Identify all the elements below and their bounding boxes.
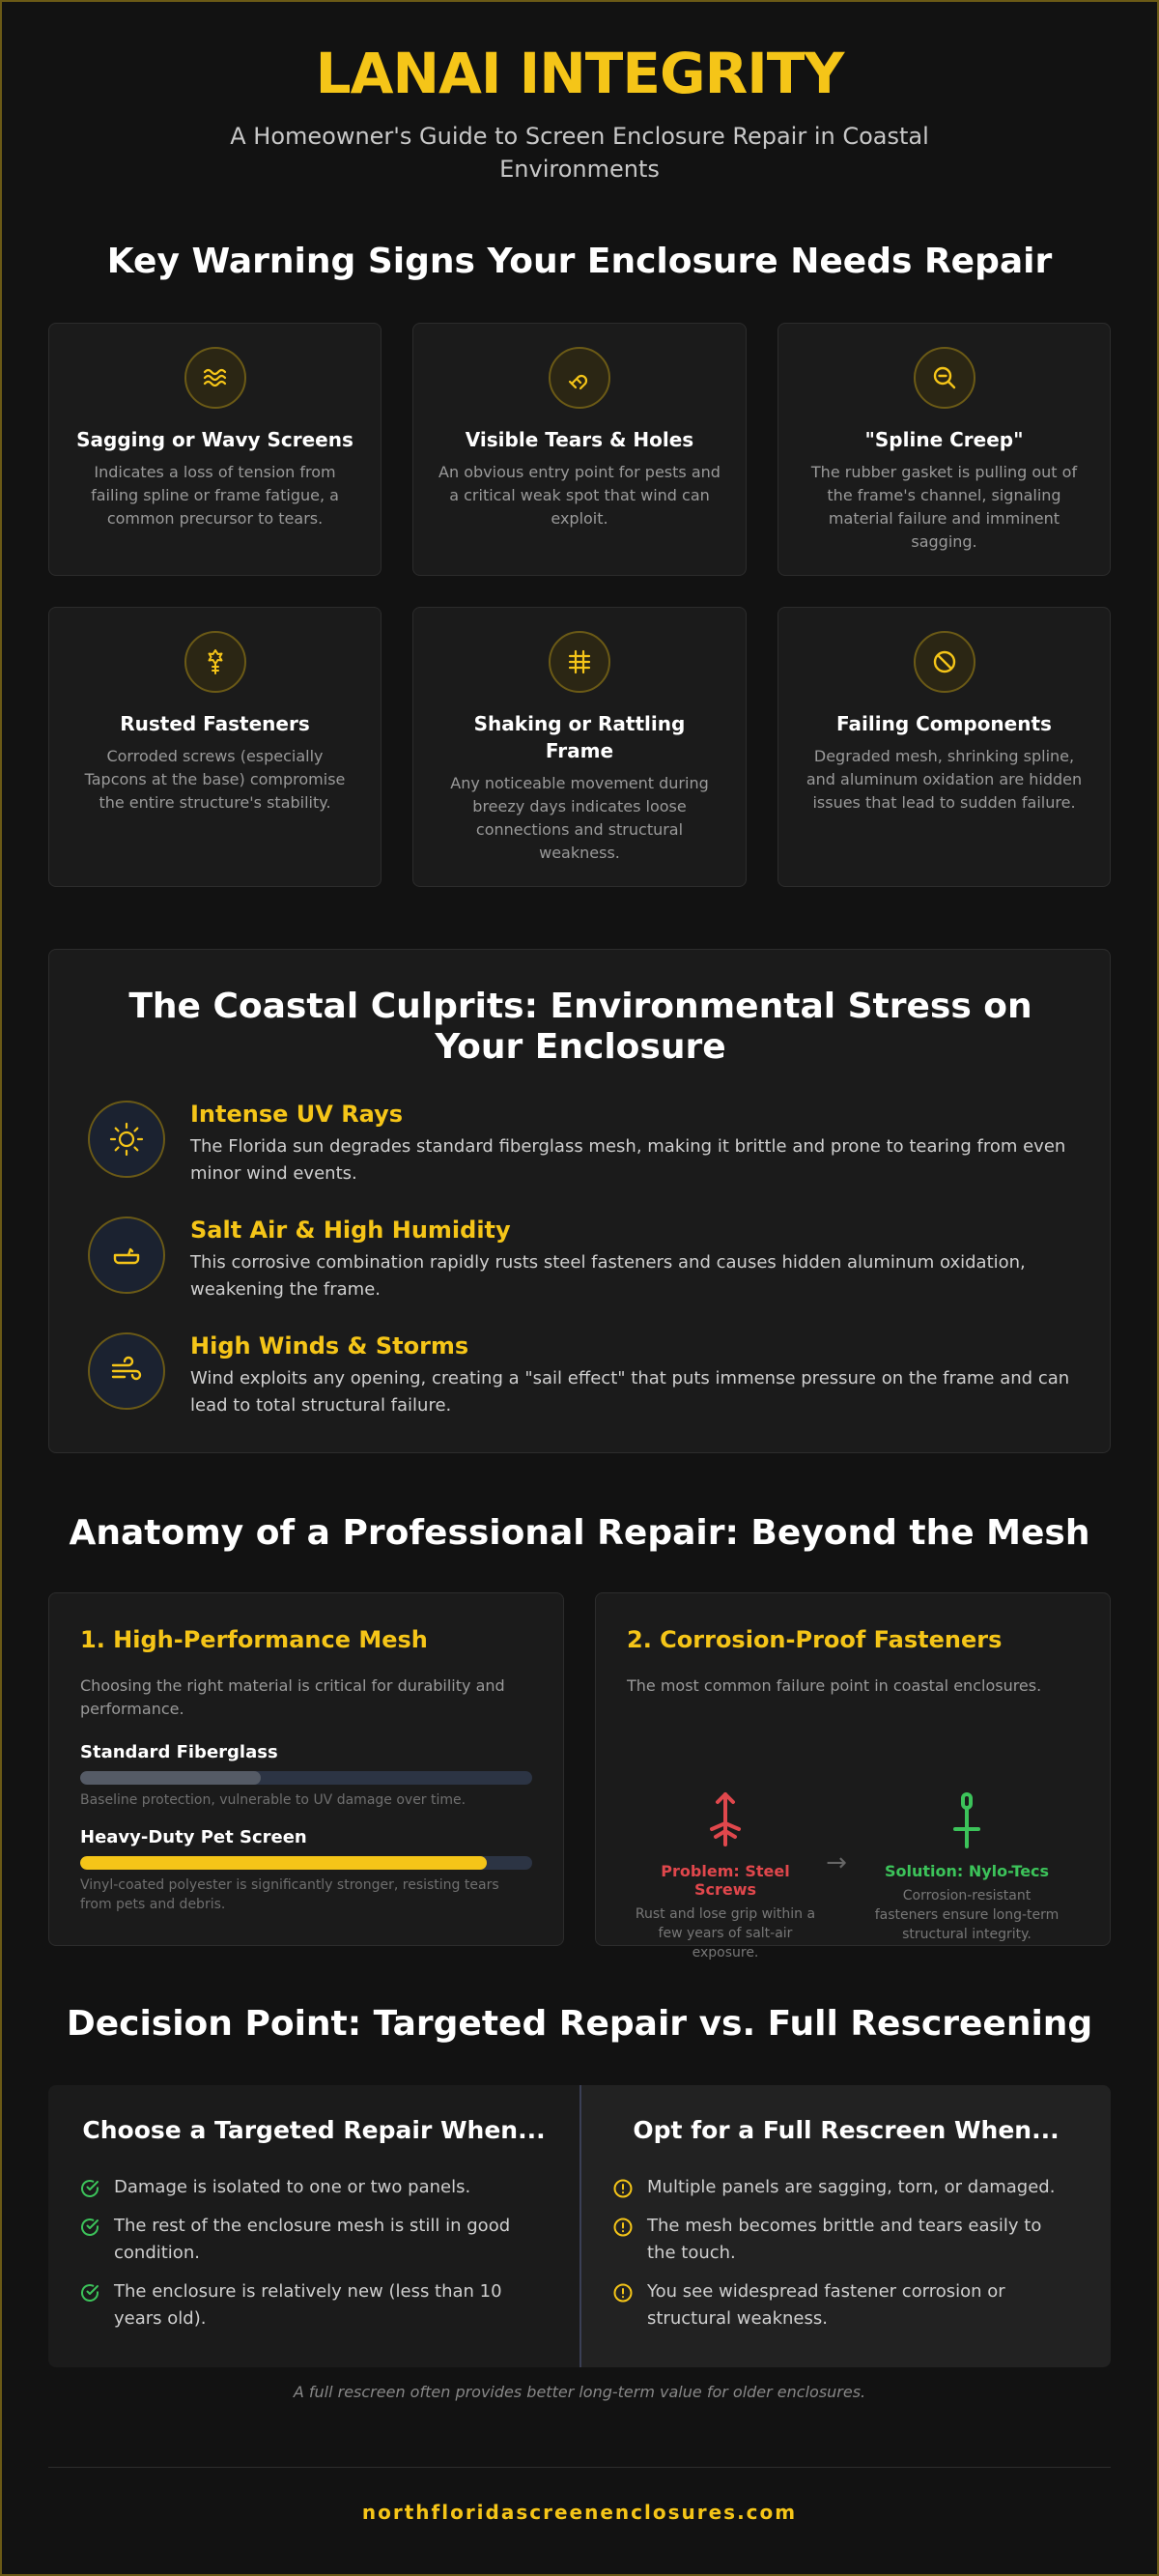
footer-website-link[interactable]: northfloridascreenenclosures.com <box>361 2501 798 2524</box>
warning-card <box>48 323 382 576</box>
repair-item <box>79 2213 533 2267</box>
culprit-text: The Florida sun degrades standard fiberglass mesh, making it brittle and prone to tearing from even minor wind events. <box>190 1136 1066 1184</box>
warning-card <box>412 607 747 887</box>
bar-note-pet-screen: Vinyl-coated polyester is significantly stronger, resisting tears from pets and debris. <box>80 1877 499 1912</box>
card-text: Indicates a loss of tension from failing spline or frame fatigue, a common precursor to tears. <box>91 463 339 528</box>
rusted-screw-icon <box>184 631 246 693</box>
anatomy-title: Anatomy of a Professional Repair: Beyond the Mesh <box>69 1513 1090 1553</box>
culprit-text: Wind exploits any opening, creating a "sail effect" that puts immense pressure on the frame and can lead to total structural failure. <box>190 1368 1070 1416</box>
card-text: Corroded screws (especially Tapcons at the base) compromise the entire structure's stability. <box>84 747 346 812</box>
rescreen-item-text: You see widespread fastener corrosion or structural weakness. <box>647 2281 1005 2329</box>
rescreen-item <box>612 2278 1066 2333</box>
decision-title: Decision Point: Targeted Repair vs. Full Rescreening <box>66 2004 1093 2044</box>
bar-fill-pet-screen <box>80 1856 487 1870</box>
fasteners-panel <box>595 1592 1111 1961</box>
solution-fastener <box>870 1790 1063 1944</box>
sun-icon <box>88 1101 165 1178</box>
check-circle-icon <box>79 2282 100 2304</box>
mesh-title: 1. High-Performance Mesh <box>80 1626 428 1653</box>
footer-divider <box>48 2467 1111 2468</box>
rescreen-item-text: The mesh becomes brittle and tears easily to the touch. <box>647 2216 1042 2263</box>
mesh-desc: Choosing the right material is critical for durability and performance. <box>80 1676 505 1718</box>
repair-title: Choose a Targeted Repair When... <box>82 2116 546 2144</box>
fasteners-desc: The most common failure point in coastal enclosures. <box>627 1676 1042 1695</box>
decision-table <box>48 2085 1111 2367</box>
repair-item-text: The enclosure is relatively new (less than 10 years old). <box>114 2281 502 2329</box>
culprit-text: This corrosive combination rapidly rusts steel fasteners and causes hidden aluminum oxidation, weakening the frame. <box>190 1252 1026 1300</box>
card-title: Failing Components <box>836 712 1052 735</box>
repair-item-text: The rest of the enclosure mesh is still in good condition. <box>114 2216 511 2263</box>
mesh-panel <box>48 1592 564 1946</box>
problem-text: Rust and lose grip within a few years of salt-air exposure. <box>635 1906 816 1961</box>
solution-text: Corrosion-resistant fasteners ensure long-term structural integrity. <box>874 1888 1060 1942</box>
brand-title: LANAI INTEGRITY <box>315 41 844 106</box>
problem-title: Problem: Steel Screws <box>661 1862 790 1899</box>
culprit-wind <box>88 1332 1073 1419</box>
rescreen-item <box>612 2213 1066 2267</box>
rescreen-column <box>581 2085 1111 2367</box>
card-title: "Spline Creep" <box>864 428 1024 451</box>
warning-card <box>48 607 382 887</box>
tear-icon <box>549 347 610 409</box>
bar-fill-fiberglass <box>80 1771 261 1785</box>
bar-note-fiberglass: Baseline protection, vulnerable to UV damage over time. <box>80 1792 466 1808</box>
culprit-title: Salt Air & High Humidity <box>190 1216 511 1244</box>
salt-shaker-icon <box>88 1216 165 1294</box>
decision-footnote: A full rescreen often provides better long-term value for older enclosures. <box>293 2383 866 2401</box>
culprit-uv <box>88 1101 1073 1188</box>
card-text: The rubber gasket is pulling out of the frame's channel, signaling material failure and imminent sagging. <box>810 463 1078 551</box>
culprit-title: Intense UV Rays <box>190 1101 404 1128</box>
rescreen-item <box>612 2174 1066 2201</box>
fasteners-title: 2. Corrosion-Proof Fasteners <box>627 1626 1003 1653</box>
bar-label-pet-screen: Heavy-Duty Pet Screen <box>80 1827 307 1847</box>
card-title: Shaking or Rattling Frame <box>473 712 686 762</box>
card-title: Rusted Fasteners <box>120 712 310 735</box>
card-title: Visible Tears & Holes <box>465 428 694 451</box>
bar-track-pet-screen <box>80 1856 532 1870</box>
magnifier-icon <box>914 347 975 409</box>
card-text: An obvious entry point for pests and a critical weak spot that wind can exploit. <box>438 463 721 528</box>
prohibited-icon <box>914 631 975 693</box>
coastal-title: The Coastal Culprits: Environmental Stress on Your Enclosure <box>128 987 1032 1067</box>
warning-card <box>412 323 747 576</box>
problem-fastener <box>629 1790 822 1962</box>
alert-circle-icon <box>612 2282 634 2304</box>
culprit-salt <box>88 1216 1073 1303</box>
coastal-culprits-panel <box>48 949 1111 1453</box>
steel-screw-icon <box>698 1790 752 1852</box>
check-circle-icon <box>79 2217 100 2238</box>
repair-item-text: Damage is isolated to one or two panels. <box>114 2177 471 2197</box>
card-title: Sagging or Wavy Screens <box>76 428 353 451</box>
arrow-icon: → <box>826 1848 847 1877</box>
rescreen-title: Opt for a Full Rescreen When... <box>633 2116 1060 2144</box>
card-text: Any noticeable movement during breezy days indicates loose connections and structural weakness. <box>450 774 709 862</box>
wind-icon <box>88 1332 165 1410</box>
check-circle-icon <box>79 2178 100 2199</box>
page-tagline: A Homeowner's Guide to Screen Enclosure Repair in Coastal Environments <box>230 123 929 183</box>
culprit-title: High Winds & Storms <box>190 1332 469 1360</box>
card-text: Degraded mesh, shrinking spline, and aluminum oxidation are hidden issues that lead to sudden failure. <box>806 747 1083 812</box>
wavy-lines-icon <box>184 347 246 409</box>
bar-track-fiberglass <box>80 1771 532 1785</box>
repair-item <box>79 2174 533 2201</box>
warning-signs-title: Key Warning Signs Your Enclosure Needs Repair <box>106 242 1053 281</box>
repair-item <box>79 2278 533 2333</box>
frame-grid-icon <box>549 631 610 693</box>
warning-card <box>777 323 1111 576</box>
solution-title: Solution: Nylo-Tecs <box>884 1862 1050 1880</box>
repair-column <box>48 2085 580 2367</box>
rescreen-item-text: Multiple panels are sagging, torn, or damaged. <box>647 2177 1056 2197</box>
warning-card <box>777 607 1111 887</box>
alert-circle-icon <box>612 2178 634 2199</box>
bar-label-fiberglass: Standard Fiberglass <box>80 1742 278 1762</box>
nylo-tec-icon <box>940 1790 994 1852</box>
alert-circle-icon <box>612 2217 634 2238</box>
